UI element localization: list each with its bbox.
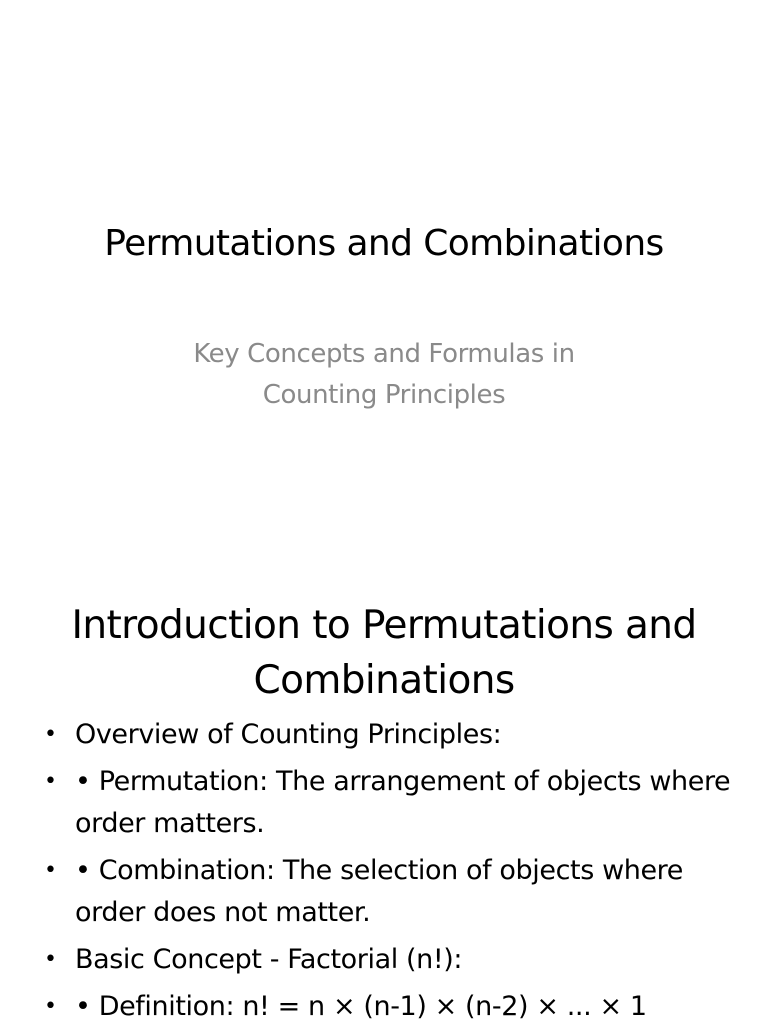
bullet-icon: • — [44, 994, 57, 1019]
list-item-text: Overview of Counting Principles: — [75, 719, 502, 750]
list-item — [44, 850, 732, 934]
list-item-text: Basic Concept - Factorial (n!): — [75, 944, 463, 975]
list-item — [44, 986, 732, 1024]
list-item — [44, 761, 732, 845]
content-slide — [0, 576, 768, 1024]
bullet-icon: • — [44, 722, 57, 747]
list-item-text: • Combination: The selection of objects where order does not matter. — [75, 855, 683, 928]
list-item — [44, 939, 732, 981]
bullet-icon: • — [44, 769, 57, 794]
bullet-icon: • — [44, 947, 57, 972]
list-item — [44, 714, 732, 756]
slide-title: Permutations and Combinations — [104, 223, 664, 264]
list-item-text: • Permutation: The arrangement of objects where order matters. — [75, 766, 731, 839]
bullet-icon: • — [44, 858, 57, 883]
slide-heading: Introduction to Permutations and Combinations — [71, 603, 697, 703]
slide-subtitle: Key Concepts and Formulas in Counting Principles — [193, 339, 575, 410]
list-item-text: • Definition: n! = n × (n-1) × (n-2) × ... × 1 — [75, 991, 647, 1022]
bullet-list — [44, 714, 732, 1024]
